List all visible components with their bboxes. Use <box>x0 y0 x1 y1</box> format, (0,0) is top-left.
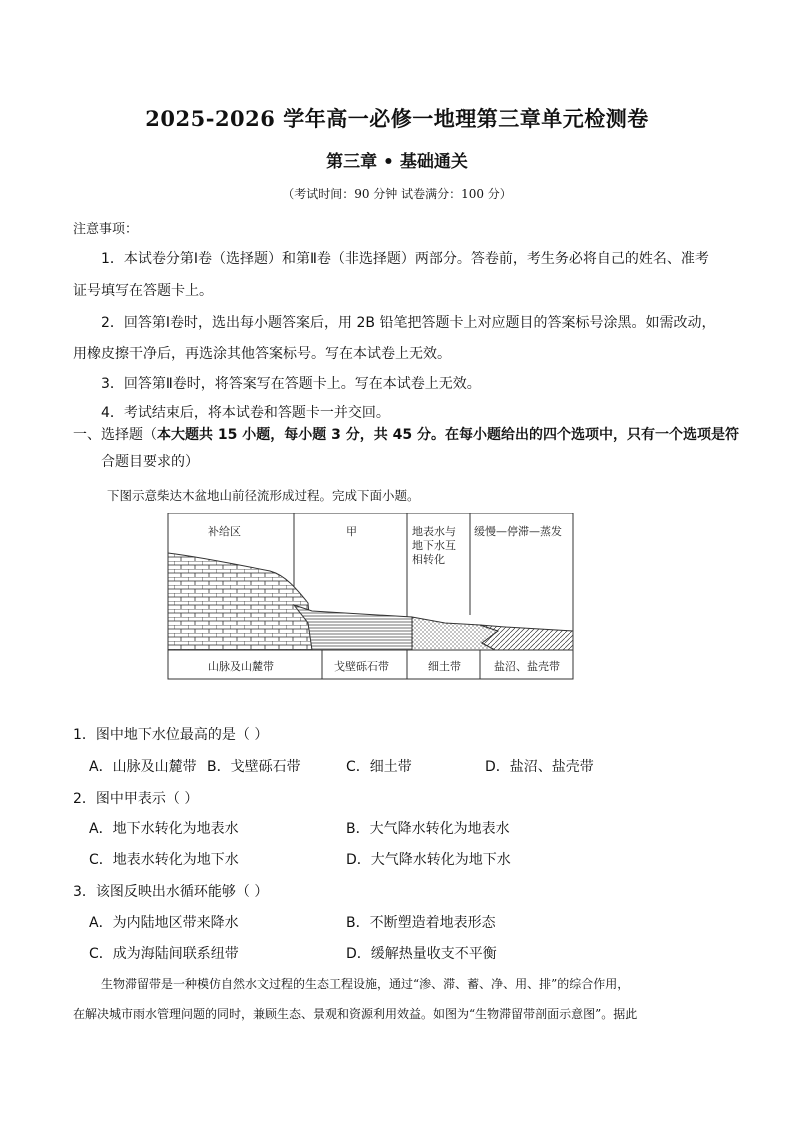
notes-heading: 注意事项： <box>73 222 139 237</box>
label-exchange-3: 相转化 <box>412 553 445 566</box>
section-heading <box>73 424 739 444</box>
label-slow-evaporation: 缓慢—停滞—蒸发 <box>474 525 562 538</box>
note-line: 4．考试结束后，将本试卷和答题卡一并交回。 <box>101 405 390 421</box>
page-title: 2025-2026 学年高一必修一地理第三章单元检测卷 <box>145 106 649 131</box>
option-a: A．山脉及山麓带 <box>89 759 197 775</box>
section-heading-prefix: 一、选择题（ <box>73 427 157 443</box>
note-line: 2．回答第Ⅰ卷时，选出每小题答案后，用 2B 铅笔把答题卡上对应题目的答案标号涂黑。如需改动， <box>101 315 716 331</box>
note-line: 3．回答第Ⅱ卷时，将答案写在答题卡上。写在本试卷上无效。 <box>101 376 481 392</box>
diagram-intro: 下图示意柴达木盆地山前径流形成过程。完成下面小题。 <box>107 488 420 503</box>
note-line: 证号填写在答题卡上。 <box>73 283 213 299</box>
option-d: D．大气降水转化为地下水 <box>346 852 511 868</box>
option-c: C．细土带 <box>346 759 412 775</box>
note-line: 1．本试卷分第Ⅰ卷（选择题）和第Ⅱ卷（非选择题）两部分。答卷前，考生务必将自己的姓名、准考 <box>101 251 709 267</box>
page-subtitle: 第三章 • 基础通关 <box>326 152 468 172</box>
passage-line: 生物滞留带是一种模仿自然水文过程的生态工程设施，通过“渗、滞、蓄、净、用、排”的综合作用， <box>101 977 630 991</box>
label-recharge-zone: 补给区 <box>208 525 241 538</box>
option-b: B．不断塑造着地表形态 <box>346 915 496 931</box>
option-a: A．地下水转化为地表水 <box>89 821 239 837</box>
label-jia: 甲 <box>346 525 357 538</box>
runoff-diagram <box>160 513 580 686</box>
label-exchange-2: 地下水互 <box>412 539 456 552</box>
question-stem: 1．图中地下水位最高的是（ ） <box>73 727 269 743</box>
exam-info: （考试时间：90 分钟 试卷满分：100 分） <box>282 187 512 201</box>
option-a: A．为内陆地区带来降水 <box>89 915 239 931</box>
salt-marsh-belt <box>480 625 573 650</box>
mountain-bedrock <box>168 553 312 650</box>
section-heading-line2: 合题目要求的） <box>101 454 199 470</box>
label-salt-belt: 盐沼、盐壳带 <box>494 660 560 673</box>
label-exchange-1: 地表水与 <box>412 525 456 538</box>
note-line: 用橡皮擦干净后，再选涂其他答案标号。写在本试卷上无效。 <box>73 346 451 362</box>
section-heading-bold: 本大题共 15 小题，每小题 3 分，共 45 分。在每小题给出的四个选项中，只有一个选项是符 <box>157 427 739 443</box>
passage-line: 在解决城市雨水管理问题的同时，兼顾生态、景观和资源利用效益。如图为“生物滞留带剖面示意图”。据此 <box>73 1007 638 1021</box>
option-c: C．地表水转化为地下水 <box>89 852 239 868</box>
gravel-belt <box>294 605 412 650</box>
option-b: B．大气降水转化为地表水 <box>346 821 510 837</box>
option-c: C．成为海陆间联系纽带 <box>89 946 239 962</box>
option-d: D．盐沼、盐壳带 <box>485 759 594 775</box>
label-gravel-belt: 戈壁砾石带 <box>334 660 389 673</box>
question-stem: 2．图中甲表示（ ） <box>73 791 199 807</box>
label-mountain-belt: 山脉及山麓带 <box>208 660 274 673</box>
option-b: B．戈壁砾石带 <box>207 759 301 775</box>
label-fine-soil-belt: 细土带 <box>428 660 461 673</box>
question-stem: 3．该图反映出水循环能够（ ） <box>73 884 269 900</box>
option-d: D．缓解热量收支不平衡 <box>346 946 497 962</box>
